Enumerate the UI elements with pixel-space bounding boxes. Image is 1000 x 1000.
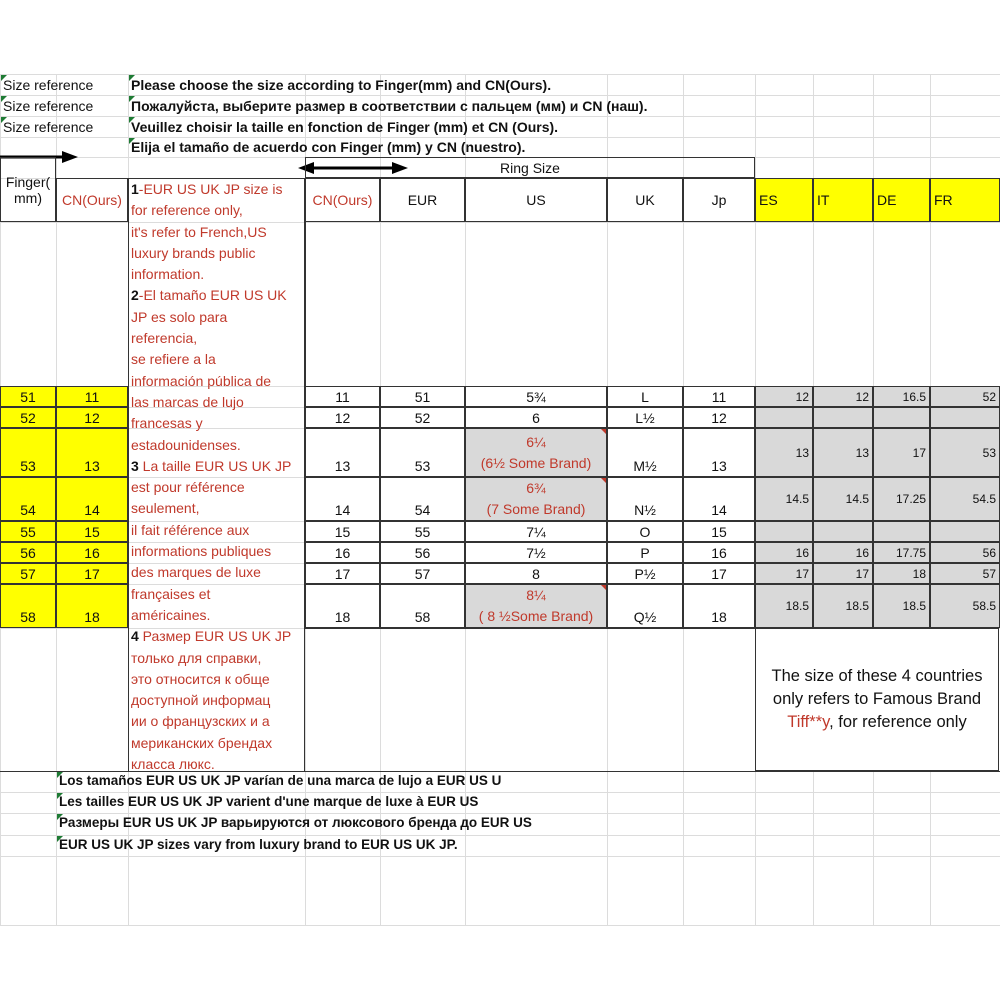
finger-size-cell[interactable]: 55 <box>0 521 56 542</box>
cn-cell[interactable]: 14 <box>305 477 380 521</box>
finger-size-cell[interactable]: 52 <box>0 407 56 428</box>
us-size: 6¼ <box>526 433 546 450</box>
us-size-note: (6½ Some Brand) <box>480 454 592 471</box>
fr-cell[interactable]: 56 <box>930 542 1000 563</box>
note-text: it's refer to French,US <box>131 223 267 240</box>
us-size: 6¾ <box>526 480 546 496</box>
finger-mm-header[interactable] <box>0 157 56 222</box>
finger-size-cell[interactable]: 53 <box>0 428 56 477</box>
note-text: -El tamaño EUR US UK <box>138 287 287 304</box>
it-cell[interactable]: 14.5 <box>813 477 873 521</box>
eur-cell[interactable]: 56 <box>380 542 465 563</box>
note-line <box>131 605 302 626</box>
note-line <box>131 349 302 370</box>
it-cell[interactable]: 12 <box>813 386 873 407</box>
note-line <box>131 690 302 711</box>
uk-cell[interactable]: Q½ <box>607 584 683 628</box>
de-cell[interactable]: 17.25 <box>873 477 930 521</box>
uk-cell[interactable]: L <box>607 386 683 407</box>
note-number: 3 <box>131 457 139 474</box>
jp-cell[interactable]: 13 <box>683 428 755 477</box>
fr-cell[interactable] <box>930 407 1000 428</box>
note-line <box>131 584 302 605</box>
uk-cell[interactable]: M½ <box>607 428 683 477</box>
lower-table-area <box>305 628 755 772</box>
column-header-eur[interactable]: EUR <box>380 178 465 222</box>
uk-cell[interactable]: N½ <box>607 477 683 521</box>
note-line <box>131 285 302 306</box>
note-number: 2 <box>131 287 139 304</box>
column-header-jp[interactable]: Jp <box>683 178 755 222</box>
note-line <box>131 413 302 434</box>
country-note-box <box>755 628 999 771</box>
jp-cell[interactable]: 12 <box>683 407 755 428</box>
note-text: información pública de <box>131 372 272 389</box>
eur-cell[interactable]: 51 <box>380 386 465 407</box>
de-cell[interactable] <box>873 521 930 542</box>
footer-note-line[interactable]: EUR US UK JP sizes vary from luxury brand to EUR US UK JP. <box>59 837 458 852</box>
note-text: Размер EUR US UK JP <box>138 628 292 645</box>
gridline <box>0 856 1000 857</box>
cn-left-cell[interactable]: 15 <box>56 521 128 542</box>
note-text: referencia, <box>131 330 198 347</box>
finger-size-cell[interactable]: 56 <box>0 542 56 563</box>
note-text: for reference only, <box>131 202 243 219</box>
note-line <box>131 392 302 413</box>
finger-size-cell[interactable]: 57 <box>0 563 56 584</box>
cn-cell[interactable]: 11 <box>305 386 380 407</box>
fr-cell[interactable]: 58.5 <box>930 584 1000 628</box>
note-text: estadounidenses. <box>131 436 241 453</box>
note-line <box>131 328 302 349</box>
note-line <box>131 562 302 583</box>
note-text: мериканских брендах <box>131 734 273 751</box>
note-line <box>131 371 302 392</box>
note-text: La taille EUR US UK JP <box>138 457 292 474</box>
cell-marker <box>129 117 135 123</box>
cn-cell[interactable]: 17 <box>305 563 380 584</box>
note-text: françaises et <box>131 585 211 602</box>
ring-size-header[interactable]: Ring Size <box>305 157 755 178</box>
comment-marker <box>601 585 606 590</box>
fr-cell[interactable]: 54.5 <box>930 477 1000 521</box>
eur-cell[interactable]: 54 <box>380 477 465 521</box>
uk-cell[interactable]: L½ <box>607 407 683 428</box>
es-cell[interactable] <box>755 407 813 428</box>
note-line <box>131 541 302 562</box>
de-cell[interactable] <box>873 407 930 428</box>
column-header-es[interactable]: ES <box>755 178 813 222</box>
cell-marker <box>57 772 63 778</box>
cn-left-cell[interactable]: 18 <box>56 584 128 628</box>
note-line <box>131 435 302 456</box>
es-cell[interactable] <box>755 521 813 542</box>
footer-border <box>0 771 1000 772</box>
brand-name: Tiff**y <box>787 713 830 731</box>
note-line <box>131 711 302 732</box>
note-number: 4 <box>131 628 139 645</box>
note-text: seulement, <box>131 500 200 517</box>
column-header-fr[interactable]: FR <box>930 178 1000 222</box>
us-cell[interactable] <box>465 428 607 477</box>
cn-cell[interactable]: 18 <box>305 584 380 628</box>
cn-left-cell[interactable]: 11 <box>56 386 128 407</box>
size-reference-label[interactable]: Size reference <box>3 97 94 114</box>
size-instruction[interactable]: Veuillez choisir la taille en fonction de Finger (mm) et CN (Ours). <box>131 118 559 135</box>
column-header-us[interactable]: US <box>465 178 607 222</box>
note-text: -EUR US UK JP size is <box>138 181 283 197</box>
note-text: il fait référence aux <box>131 521 250 538</box>
fr-cell[interactable] <box>930 521 1000 542</box>
eur-cell[interactable]: 55 <box>380 521 465 542</box>
note-line <box>131 179 302 200</box>
note-line <box>131 648 302 669</box>
column-header-cn[interactable]: CN(Ours) <box>305 178 380 222</box>
jp-cell[interactable]: 17 <box>683 563 755 584</box>
gridline <box>0 813 1000 814</box>
cn-left-cell[interactable]: 16 <box>56 542 128 563</box>
size-instruction[interactable]: Пожалуйста, выберите размер в соответствии с пальцем (мм) и CN (наш). <box>131 97 648 114</box>
us-cell[interactable]: 6 <box>465 407 607 428</box>
jp-cell[interactable]: 11 <box>683 386 755 407</box>
it-cell[interactable]: 17 <box>813 563 873 584</box>
finger-unit-label: mm) <box>14 189 42 206</box>
uk-cell[interactable]: O <box>607 521 683 542</box>
note-line <box>131 200 302 221</box>
gridline <box>0 792 1000 793</box>
fr-cell[interactable]: 52 <box>930 386 1000 407</box>
note-line <box>131 626 302 647</box>
note-text: information. <box>131 266 205 283</box>
cn-cell[interactable]: 12 <box>305 407 380 428</box>
us-size-note: (7 Some Brand) <box>486 501 586 517</box>
jp-cell[interactable]: 15 <box>683 521 755 542</box>
note-line <box>131 733 302 754</box>
eur-cell[interactable]: 58 <box>380 584 465 628</box>
fr-cell[interactable]: 57 <box>930 563 1000 584</box>
es-cell[interactable]: 12 <box>755 386 813 407</box>
column-header-it[interactable]: IT <box>813 178 873 222</box>
cell-marker <box>1 96 7 102</box>
finger-size-cell[interactable]: 54 <box>0 477 56 521</box>
de-cell[interactable]: 17.75 <box>873 542 930 563</box>
cn-left-cell[interactable]: 13 <box>56 428 128 477</box>
note-line <box>131 456 302 477</box>
es-cell[interactable]: 18.5 <box>755 584 813 628</box>
cn-left-cell[interactable]: 17 <box>56 563 128 584</box>
us-size: 8¼ <box>526 587 546 603</box>
it-cell[interactable] <box>813 521 873 542</box>
note-text: informations publiques <box>131 543 272 560</box>
uk-cell[interactable]: P <box>607 542 683 563</box>
note-line <box>131 264 302 285</box>
note-text: francesas y <box>131 415 203 432</box>
cell-marker <box>1 117 7 123</box>
us-cell[interactable]: 8 <box>465 563 607 584</box>
it-cell[interactable]: 13 <box>813 428 873 477</box>
note-line <box>131 669 302 690</box>
jp-cell[interactable]: 14 <box>683 477 755 521</box>
column-header-de[interactable]: DE <box>873 178 930 222</box>
comment-marker <box>601 429 606 434</box>
note-line <box>131 222 302 243</box>
note-line <box>131 243 302 264</box>
footer-note-line[interactable]: Размеры EUR US UK JP варьируются от люксового бренда до EUR US <box>59 815 532 830</box>
jp-cell[interactable]: 16 <box>683 542 755 563</box>
de-cell[interactable]: 18.5 <box>873 584 930 628</box>
fr-cell[interactable]: 53 <box>930 428 1000 477</box>
it-cell[interactable]: 16 <box>813 542 873 563</box>
us-cell[interactable] <box>465 584 607 628</box>
note-text: luxury brands public <box>131 244 256 261</box>
de-cell[interactable]: 16.5 <box>873 386 930 407</box>
size-instruction[interactable]: Elija el tamaño de acuerdo con Finger (mm) y CN (nuestro). <box>131 139 526 155</box>
note-text: JP es solo para <box>131 308 228 325</box>
uk-cell[interactable]: P½ <box>607 563 683 584</box>
cell-marker <box>129 75 135 81</box>
footer-note-line[interactable]: Los tamaños EUR US UK JP varían de una marca de lujo a EUR US U <box>59 773 502 788</box>
note-line <box>131 307 302 328</box>
cn-cell[interactable]: 16 <box>305 542 380 563</box>
size-instruction[interactable]: Please choose the size according to Finger(mm) and CN(Ours). <box>131 76 552 93</box>
cell-marker <box>129 138 135 144</box>
cn-left-cell[interactable]: 12 <box>56 407 128 428</box>
es-cell[interactable]: 13 <box>755 428 813 477</box>
footer-note-line[interactable]: Les tailles EUR US UK JP varient d'une marque de luxe à EUR US <box>59 794 479 809</box>
us-cell[interactable]: 5¾ <box>465 386 607 407</box>
es-cell[interactable]: 14.5 <box>755 477 813 521</box>
cell-marker <box>57 793 63 799</box>
cn-left-cell[interactable]: 14 <box>56 477 128 521</box>
cn-ours-header[interactable]: CN(Ours) <box>56 178 128 222</box>
note-line <box>131 754 302 771</box>
note-line <box>131 498 302 519</box>
cell-marker <box>129 96 135 102</box>
country-note-text: The size of these 4 countries only refers to Famous Brand Tiff**y, for reference only <box>771 667 983 731</box>
eur-cell[interactable]: 53 <box>380 428 465 477</box>
note-number: 1 <box>131 181 139 197</box>
es-cell[interactable]: 17 <box>755 563 813 584</box>
cn-cell[interactable]: 13 <box>305 428 380 477</box>
de-cell[interactable]: 18 <box>873 563 930 584</box>
jp-cell[interactable]: 18 <box>683 584 755 628</box>
finger-size-cell[interactable]: 58 <box>0 584 56 628</box>
cn-cell[interactable]: 15 <box>305 521 380 542</box>
note-text: américaines. <box>131 606 211 623</box>
eur-cell[interactable]: 57 <box>380 563 465 584</box>
size-reference-label[interactable]: Size reference <box>3 76 94 93</box>
eur-cell[interactable]: 52 <box>380 407 465 428</box>
note-line <box>131 477 302 498</box>
note-text: las marcas de lujo <box>131 393 244 410</box>
note-text: ии о французских и а <box>131 713 270 730</box>
us-size-note: ( 8 ½Some Brand) <box>478 608 594 624</box>
comment-marker <box>601 478 606 483</box>
it-cell[interactable] <box>813 407 873 428</box>
note-text: класса люкс. <box>131 756 215 771</box>
us-cell[interactable] <box>465 477 607 521</box>
size-reference-label[interactable]: Size reference <box>3 118 94 135</box>
gridline <box>0 925 1000 926</box>
note-text: только для справки, <box>131 649 262 666</box>
es-cell[interactable]: 16 <box>755 542 813 563</box>
cell-marker <box>57 836 63 842</box>
column-header-uk[interactable]: UK <box>607 178 683 222</box>
table-spacer <box>305 222 756 386</box>
finger-label: Finger( <box>5 173 51 190</box>
cell-marker <box>1 75 7 81</box>
note-line <box>131 520 302 541</box>
size-disclaimer-note <box>128 178 305 771</box>
finger-size-cell[interactable]: 51 <box>0 386 56 407</box>
note-text: se refiere a la <box>131 351 216 368</box>
note-text: des marques de luxe <box>131 564 261 581</box>
gridline <box>0 835 1000 836</box>
note-text: est pour référence <box>131 479 245 496</box>
us-cell[interactable]: 7½ <box>465 542 607 563</box>
us-cell[interactable]: 7¼ <box>465 521 607 542</box>
note-text: доступной информац <box>131 692 271 709</box>
it-cell[interactable]: 18.5 <box>813 584 873 628</box>
de-cell[interactable]: 17 <box>873 428 930 477</box>
note-text: это относится к обще <box>131 670 270 687</box>
cell-marker <box>57 814 63 820</box>
